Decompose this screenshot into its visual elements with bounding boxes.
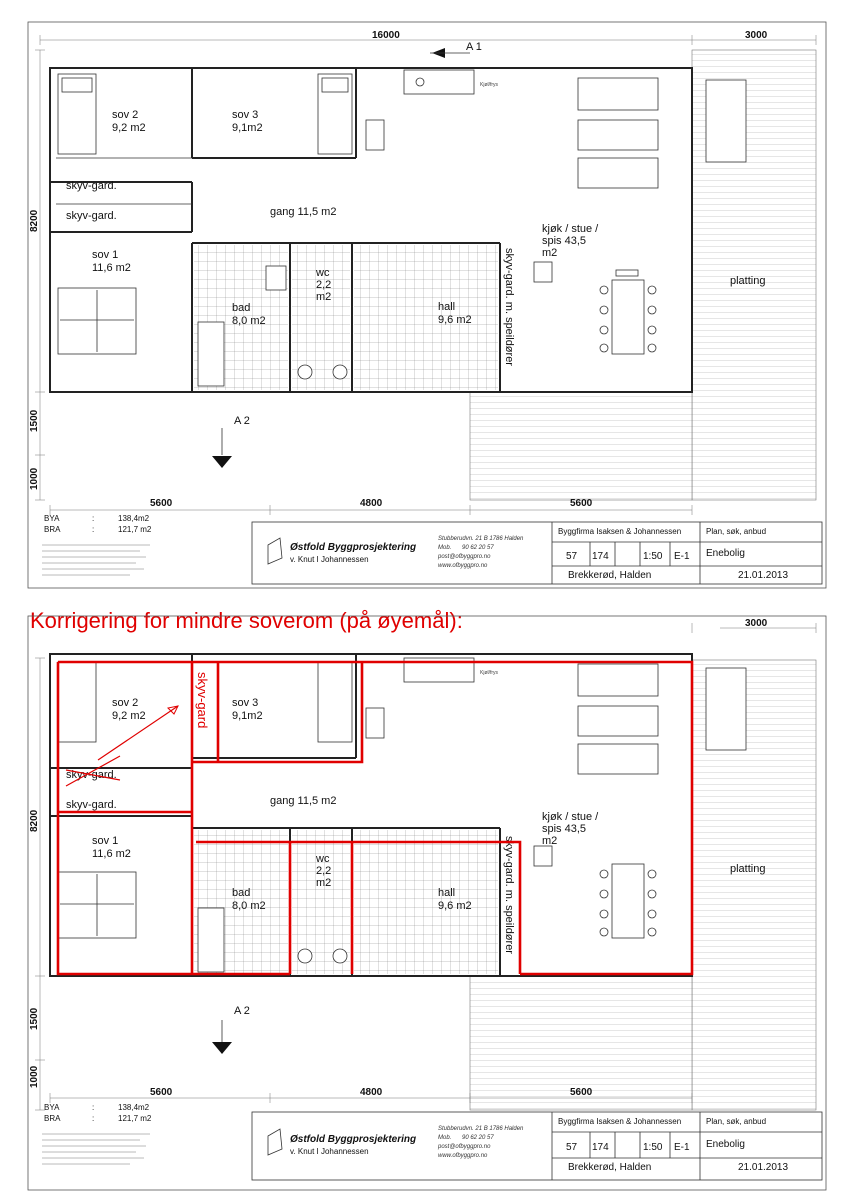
label-kjokken-unit-corrected: m2 (542, 835, 558, 847)
label-bad-area-corrected: 8,0 m2 (232, 900, 266, 912)
dim-top-deck-corrected: 3000 (745, 618, 768, 629)
label-sov1-area: 11,6 m2 (92, 262, 131, 274)
svg-text:kjøk / stue /spis 43,5m2 (542, 223, 599, 259)
svg-text::: : (92, 1114, 95, 1123)
label-bad-corrected: bad (232, 887, 251, 899)
section-marker-a2 (212, 415, 250, 468)
svg-text:BYA: BYA (44, 1103, 60, 1112)
label-sov2-area: 9,2 m2 (112, 122, 146, 134)
label-hall-corrected: hall (438, 887, 456, 899)
svg-text:v. Knut I Johannessen: v. Knut I Johannessen (290, 1147, 369, 1156)
label-kjolfrys-corrected: Kjøl/frys (480, 670, 499, 676)
svg-text:sov 29,2 m2 (112, 109, 146, 134)
svg-text:Enebolig: Enebolig (706, 1139, 745, 1150)
dim-left-mid-corrected: 1500 (29, 1007, 40, 1030)
dim-left-main: 8200 (29, 209, 40, 232)
svg-text:1:50: 1:50 (643, 1142, 663, 1153)
dim-left-mid: 1500 (29, 409, 40, 432)
svg-text:57: 57 (566, 551, 578, 562)
svg-text:v. Knut I Johannessen: v. Knut I Johannessen (290, 555, 369, 564)
dim-bottom-right: 5600 (570, 498, 593, 509)
svg-text::: : (92, 525, 95, 534)
label-gang: gang 11,5 m2 (270, 206, 337, 218)
svg-text::: : (92, 514, 95, 523)
svg-text:Plan, søk, anbud: Plan, søk, anbud (706, 527, 767, 536)
svg-text:kjøk / stue /spis 43,5m2 (542, 811, 599, 847)
svg-text:wc2,2m2 (315, 267, 331, 303)
label-kjokken-area-corrected: spis 43,5 (542, 823, 587, 835)
label-skyv-speildorer-corrected: skyv-gard. m. speildører (503, 836, 515, 954)
dim-bottom-mid-corrected: 4800 (360, 1087, 383, 1098)
svg-text:A 2: A 2 (234, 1005, 250, 1017)
label-sov1-corrected: sov 1 (92, 835, 119, 847)
label-kjokken-corrected: kjøk / stue / (542, 811, 599, 823)
dim-left-low-corrected: 1000 (29, 1065, 40, 1088)
svg-text:E-1: E-1 (674, 551, 690, 562)
section-marker-a2-corrected (212, 1005, 250, 1054)
svg-text:sov 29,2 m2 (112, 697, 146, 722)
label-sov3-area: 9,1m2 (232, 122, 263, 134)
svg-text:174: 174 (592, 1142, 609, 1153)
svg-text:Byggfirma Isaksen & Johannesse: Byggfirma Isaksen & Johannessen (558, 1117, 682, 1126)
section-marker-a1 (430, 41, 482, 58)
svg-text:Stubberudvn. 21 B 1786 Halden: Stubberudvn. 21 B 1786 Halden (438, 536, 524, 542)
dim-left-main-corrected: 8200 (29, 809, 40, 832)
label-sov3-area-corrected: 9,1m2 (232, 710, 263, 722)
svg-text:Plan, søk, anbud: Plan, søk, anbud (706, 1117, 767, 1126)
svg-text:Brekkerød, Halden: Brekkerød, Halden (568, 1162, 652, 1173)
label-kjokken-unit: m2 (542, 247, 558, 259)
label-hall: hall (438, 301, 456, 313)
svg-text:Brekkerød, Halden: Brekkerød, Halden (568, 570, 652, 581)
dim-bottom-left: 5600 (150, 498, 173, 509)
label-wc-unit-corrected: m2 (316, 877, 332, 889)
svg-text:sov 39,1m2 (232, 109, 263, 134)
dim-bottom-mid: 4800 (360, 498, 383, 509)
label-kjolfrys: Kjøl/frys (480, 82, 499, 88)
svg-text:post@ofbyggpro.no: post@ofbyggpro.no (438, 554, 491, 560)
svg-text::: : (92, 1103, 95, 1112)
svg-text:BRA: BRA (44, 525, 61, 534)
label-bad: bad (232, 302, 251, 314)
label-skyv-gard-2: skyv-gard. (66, 210, 117, 222)
svg-text:BRA: BRA (44, 1114, 61, 1123)
area-info-corrected (42, 1103, 152, 1164)
svg-text:sov 111,6 m2 (92, 835, 131, 860)
svg-text:Mob.: Mob. (438, 1135, 452, 1141)
dim-left-low: 1000 (29, 467, 40, 490)
correction-skyv-gard-label: skyv-gard (195, 672, 210, 729)
label-wc-unit: m2 (316, 291, 332, 303)
label-sov2-area-corrected: 9,2 m2 (112, 710, 146, 722)
svg-text:post@ofbyggpro.no: post@ofbyggpro.no (438, 1144, 491, 1150)
svg-text:174: 174 (592, 551, 609, 562)
svg-text:21.01.2013: 21.01.2013 (738, 1162, 789, 1173)
svg-text:138,4m2: 138,4m2 (118, 1103, 150, 1112)
label-sov1-area-corrected: 11,6 m2 (92, 848, 131, 860)
svg-text:121,7 m2: 121,7 m2 (118, 1114, 152, 1123)
label-wc-area-corrected: 2,2 (316, 865, 332, 877)
svg-text:90 62 20 57: 90 62 20 57 (462, 545, 494, 551)
label-platting-corrected: platting (730, 863, 766, 875)
label-kjokken: kjøk / stue / (542, 223, 599, 235)
label-gang-corrected: gang 11,5 m2 (270, 795, 337, 807)
label-sov1: sov 1 (92, 249, 119, 261)
svg-text:90 62 20 57: 90 62 20 57 (462, 1135, 494, 1141)
title-block (252, 522, 822, 584)
floor-plan-corrected (0, 610, 849, 1200)
dim-bottom-left-corrected: 5600 (150, 1087, 173, 1098)
svg-text:Enebolig: Enebolig (706, 548, 745, 559)
floor-plan-original (0, 0, 849, 596)
label-sov2: sov 2 (112, 109, 139, 121)
svg-text:www.ofbyggpro.no: www.ofbyggpro.no (438, 563, 488, 569)
label-sov3: sov 3 (232, 109, 259, 121)
label-hall-area: 9,6 m2 (438, 314, 472, 326)
label-hall-area-corrected: 9,6 m2 (438, 900, 472, 912)
svg-text:E-1: E-1 (674, 1142, 690, 1153)
label-wc-area: 2,2 (316, 279, 332, 291)
svg-text:Mob.: Mob. (438, 545, 452, 551)
svg-text:21.01.2013: 21.01.2013 (738, 570, 789, 581)
dim-top-deck: 3000 (745, 30, 768, 41)
svg-text:A 2: A 2 (234, 415, 250, 427)
svg-text:www.ofbyggpro.no: www.ofbyggpro.no (438, 1153, 488, 1159)
svg-text:121,7 m2: 121,7 m2 (118, 525, 152, 534)
label-bad-area: 8,0 m2 (232, 315, 266, 327)
svg-text:sov 39,1m2 (232, 697, 263, 722)
label-platting: platting (730, 275, 766, 287)
title-block-corrected (252, 1112, 822, 1180)
label-wc-corrected: wc (316, 853, 330, 865)
label-sov2-corrected: sov 2 (112, 697, 139, 709)
svg-text:Byggfirma Isaksen & Johannesse: Byggfirma Isaksen & Johannessen (558, 527, 682, 536)
svg-text:Østfold Byggprosjektering: Østfold Byggprosjektering (290, 542, 417, 553)
svg-text:1:50: 1:50 (643, 551, 663, 562)
label-sov3-corrected: sov 3 (232, 697, 259, 709)
svg-text:57: 57 (566, 1142, 578, 1153)
label-skyv-speildorer: skyv-gard. m. speildører (503, 248, 515, 366)
dim-bottom-right-corrected: 5600 (570, 1087, 593, 1098)
dining-table-icon (600, 270, 656, 354)
dim-top-total: 16000 (372, 30, 400, 41)
svg-text:138,4m2: 138,4m2 (118, 514, 150, 523)
svg-text:Østfold Byggprosjektering: Østfold Byggprosjektering (290, 1134, 417, 1145)
label-wc: wc (316, 267, 330, 279)
correction-title: Korrigering for mindre soverom (på øyemål): (30, 608, 463, 633)
svg-text:A 1: A 1 (466, 41, 482, 53)
svg-text:sov 111,6 m2 (92, 249, 131, 274)
svg-text:BYA: BYA (44, 514, 60, 523)
label-skyv-gard-2-corrected: skyv-gard. (66, 799, 117, 811)
label-skyv-gard-1: skyv-gard. (66, 180, 117, 192)
area-info (42, 514, 152, 575)
svg-text:Stubberudvn. 21 B 1786 Halden: Stubberudvn. 21 B 1786 Halden (438, 1126, 524, 1132)
label-kjokken-area: spis 43,5 (542, 235, 587, 247)
label-skyv-gard-1-corrected: skyv-gard. (66, 769, 117, 781)
svg-text:wc2,2m2 (315, 853, 331, 889)
